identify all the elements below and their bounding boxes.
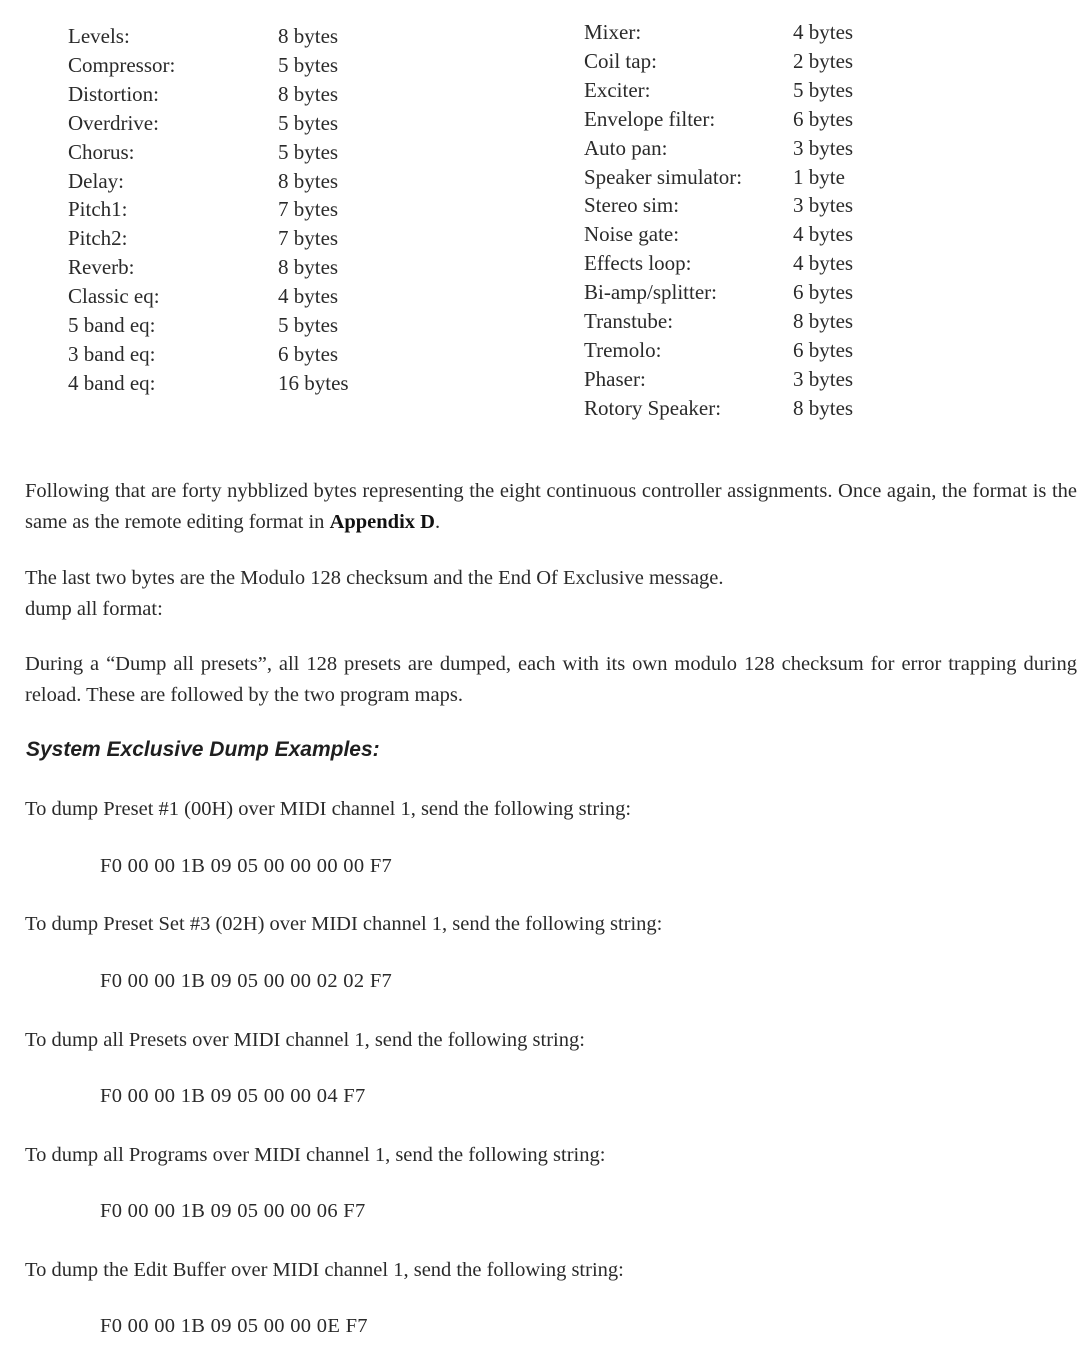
effect-size: 4 bytes xyxy=(793,251,854,276)
effect-size: 5 bytes xyxy=(793,77,854,102)
effect-size: 8 bytes xyxy=(278,24,339,48)
effect-name: Mixer: xyxy=(584,20,642,44)
table-row xyxy=(68,167,349,196)
table-row xyxy=(68,51,349,80)
table-row xyxy=(584,191,853,220)
effect-size: 4 bytes xyxy=(793,222,854,247)
section-heading: System Exclusive Dump Examples: xyxy=(26,738,380,761)
table-row xyxy=(584,163,853,192)
sysex-string: F0 00 00 1B 09 05 00 00 04 F7 xyxy=(100,1085,366,1107)
table-row xyxy=(584,220,853,249)
table-row xyxy=(68,369,349,398)
table-row xyxy=(68,109,349,138)
effect-name: 5 band eq: xyxy=(68,313,156,338)
effect-name: Exciter: xyxy=(584,77,651,102)
effect-size: 1 byte xyxy=(793,164,845,189)
table-row xyxy=(68,224,349,253)
effect-name: Bi-amp/splitter: xyxy=(584,280,717,305)
dump-all-format-label: dump all format: xyxy=(25,598,163,620)
effect-size: 8 bytes xyxy=(278,168,339,193)
effect-size: 8 bytes xyxy=(793,395,854,420)
table-row xyxy=(68,138,349,167)
effect-name: 3 band eq: xyxy=(68,341,156,366)
effect-size: 5 bytes xyxy=(278,52,339,77)
table-row xyxy=(584,249,853,278)
table-row xyxy=(584,134,853,163)
effect-size: 6 bytes xyxy=(793,337,854,362)
effect-size: 7 bytes xyxy=(278,226,339,251)
effect-size: 6 bytes xyxy=(278,341,339,366)
table-row xyxy=(68,340,349,369)
effect-size: 8 bytes xyxy=(278,255,339,280)
checksum-line: The last two bytes are the Modulo 128 checksum and the End Of Exclusive message. xyxy=(25,567,724,589)
effect-size: 3 bytes xyxy=(793,135,854,160)
sysex-string: F0 00 00 1B 09 05 00 00 02 02 F7 xyxy=(100,970,393,992)
effect-size: 4 bytes xyxy=(793,20,854,44)
table-row xyxy=(584,365,853,394)
checksum-paragraph xyxy=(25,563,1077,625)
table-row xyxy=(68,282,349,311)
table-row xyxy=(68,253,349,282)
effect-size: 6 bytes xyxy=(793,106,854,131)
effect-size: 5 bytes xyxy=(278,313,339,338)
effect-name: Envelope filter: xyxy=(584,106,716,131)
effect-size: 7 bytes xyxy=(278,197,339,222)
effect-name: Coil tap: xyxy=(584,48,657,73)
table-row xyxy=(584,47,853,76)
effect-name: Classic eq: xyxy=(68,284,160,309)
sysex-string: F0 00 00 1B 09 05 00 00 06 F7 xyxy=(100,1200,366,1222)
effect-size: 8 bytes xyxy=(278,81,339,106)
effect-name: Noise gate: xyxy=(584,222,680,247)
effect-name: Reverb: xyxy=(68,255,135,280)
table-row xyxy=(68,195,349,224)
effect-name: Effects loop: xyxy=(584,251,692,276)
effect-name: 4 band eq: xyxy=(68,370,156,395)
effect-size: 16 bytes xyxy=(278,370,349,395)
table-row xyxy=(584,105,853,134)
effect-name: Delay: xyxy=(68,168,124,193)
effect-name: Stereo sim: xyxy=(584,193,680,218)
appendix-reference: Appendix D xyxy=(329,511,435,533)
table-row xyxy=(584,336,853,365)
dump-all-paragraph: During a “Dump all presets”, all 128 presets are dumped, each with its own modulo 128 checksum for error trapping during reload. These are followed by the two program maps. xyxy=(25,653,1077,706)
effect-size: 5 bytes xyxy=(278,110,339,135)
effect-size-table-right xyxy=(584,18,853,423)
effect-size: 6 bytes xyxy=(793,280,854,305)
paragraph-text: Following that are forty nybblized bytes representing the eight continuous controller assignments. Once again, the format is the same as the remote editing format in xyxy=(25,480,1077,533)
table-row xyxy=(584,278,853,307)
effect-size-table-left xyxy=(68,22,349,398)
effect-size: 3 bytes xyxy=(793,366,854,391)
effect-size: 4 bytes xyxy=(278,284,339,309)
example-description: To dump Preset Set #3 (02H) over MIDI channel 1, send the following string: xyxy=(25,913,663,935)
paragraph-text-end: . xyxy=(434,511,441,533)
example-description: To dump all Programs over MIDI channel 1, send the following string: xyxy=(25,1144,606,1166)
effect-name: Auto pan: xyxy=(584,135,668,160)
effect-size: 3 bytes xyxy=(793,193,854,218)
effect-name: Tremolo: xyxy=(584,337,662,362)
effect-name: Rotory Speaker: xyxy=(584,395,722,420)
table-row xyxy=(584,76,853,105)
effect-name: Speaker simulator: xyxy=(584,164,743,189)
effect-name: Chorus: xyxy=(68,139,135,164)
effect-name: Pitch2: xyxy=(68,226,128,251)
table-row xyxy=(68,311,349,340)
effect-name: Levels: xyxy=(68,24,130,48)
table-row xyxy=(584,307,853,336)
effect-size: 5 bytes xyxy=(278,139,339,164)
table-row xyxy=(68,80,349,109)
effect-name: Distortion: xyxy=(68,81,160,106)
table-row xyxy=(584,18,853,47)
sysex-string: F0 00 00 1B 09 05 00 00 00 00 F7 xyxy=(100,855,393,877)
controller-assignments-paragraph xyxy=(25,476,1077,538)
sysex-string: F0 00 00 1B 09 05 00 00 0E F7 xyxy=(100,1315,368,1337)
example-description: To dump all Presets over MIDI channel 1, send the following string: xyxy=(25,1029,585,1051)
example-description: To dump Preset #1 (00H) over MIDI channel 1, send the following string: xyxy=(25,798,632,820)
example-description: To dump the Edit Buffer over MIDI channel 1, send the following string: xyxy=(25,1259,624,1281)
effect-size: 2 bytes xyxy=(793,48,854,73)
effect-size: 8 bytes xyxy=(793,309,854,334)
effect-name: Compressor: xyxy=(68,52,176,77)
table-row xyxy=(68,22,349,51)
effect-name: Transtube: xyxy=(584,309,674,334)
effect-name: Pitch1: xyxy=(68,197,128,222)
table-row xyxy=(584,394,853,423)
effect-name: Phaser: xyxy=(584,366,646,391)
effect-name: Overdrive: xyxy=(68,110,159,135)
